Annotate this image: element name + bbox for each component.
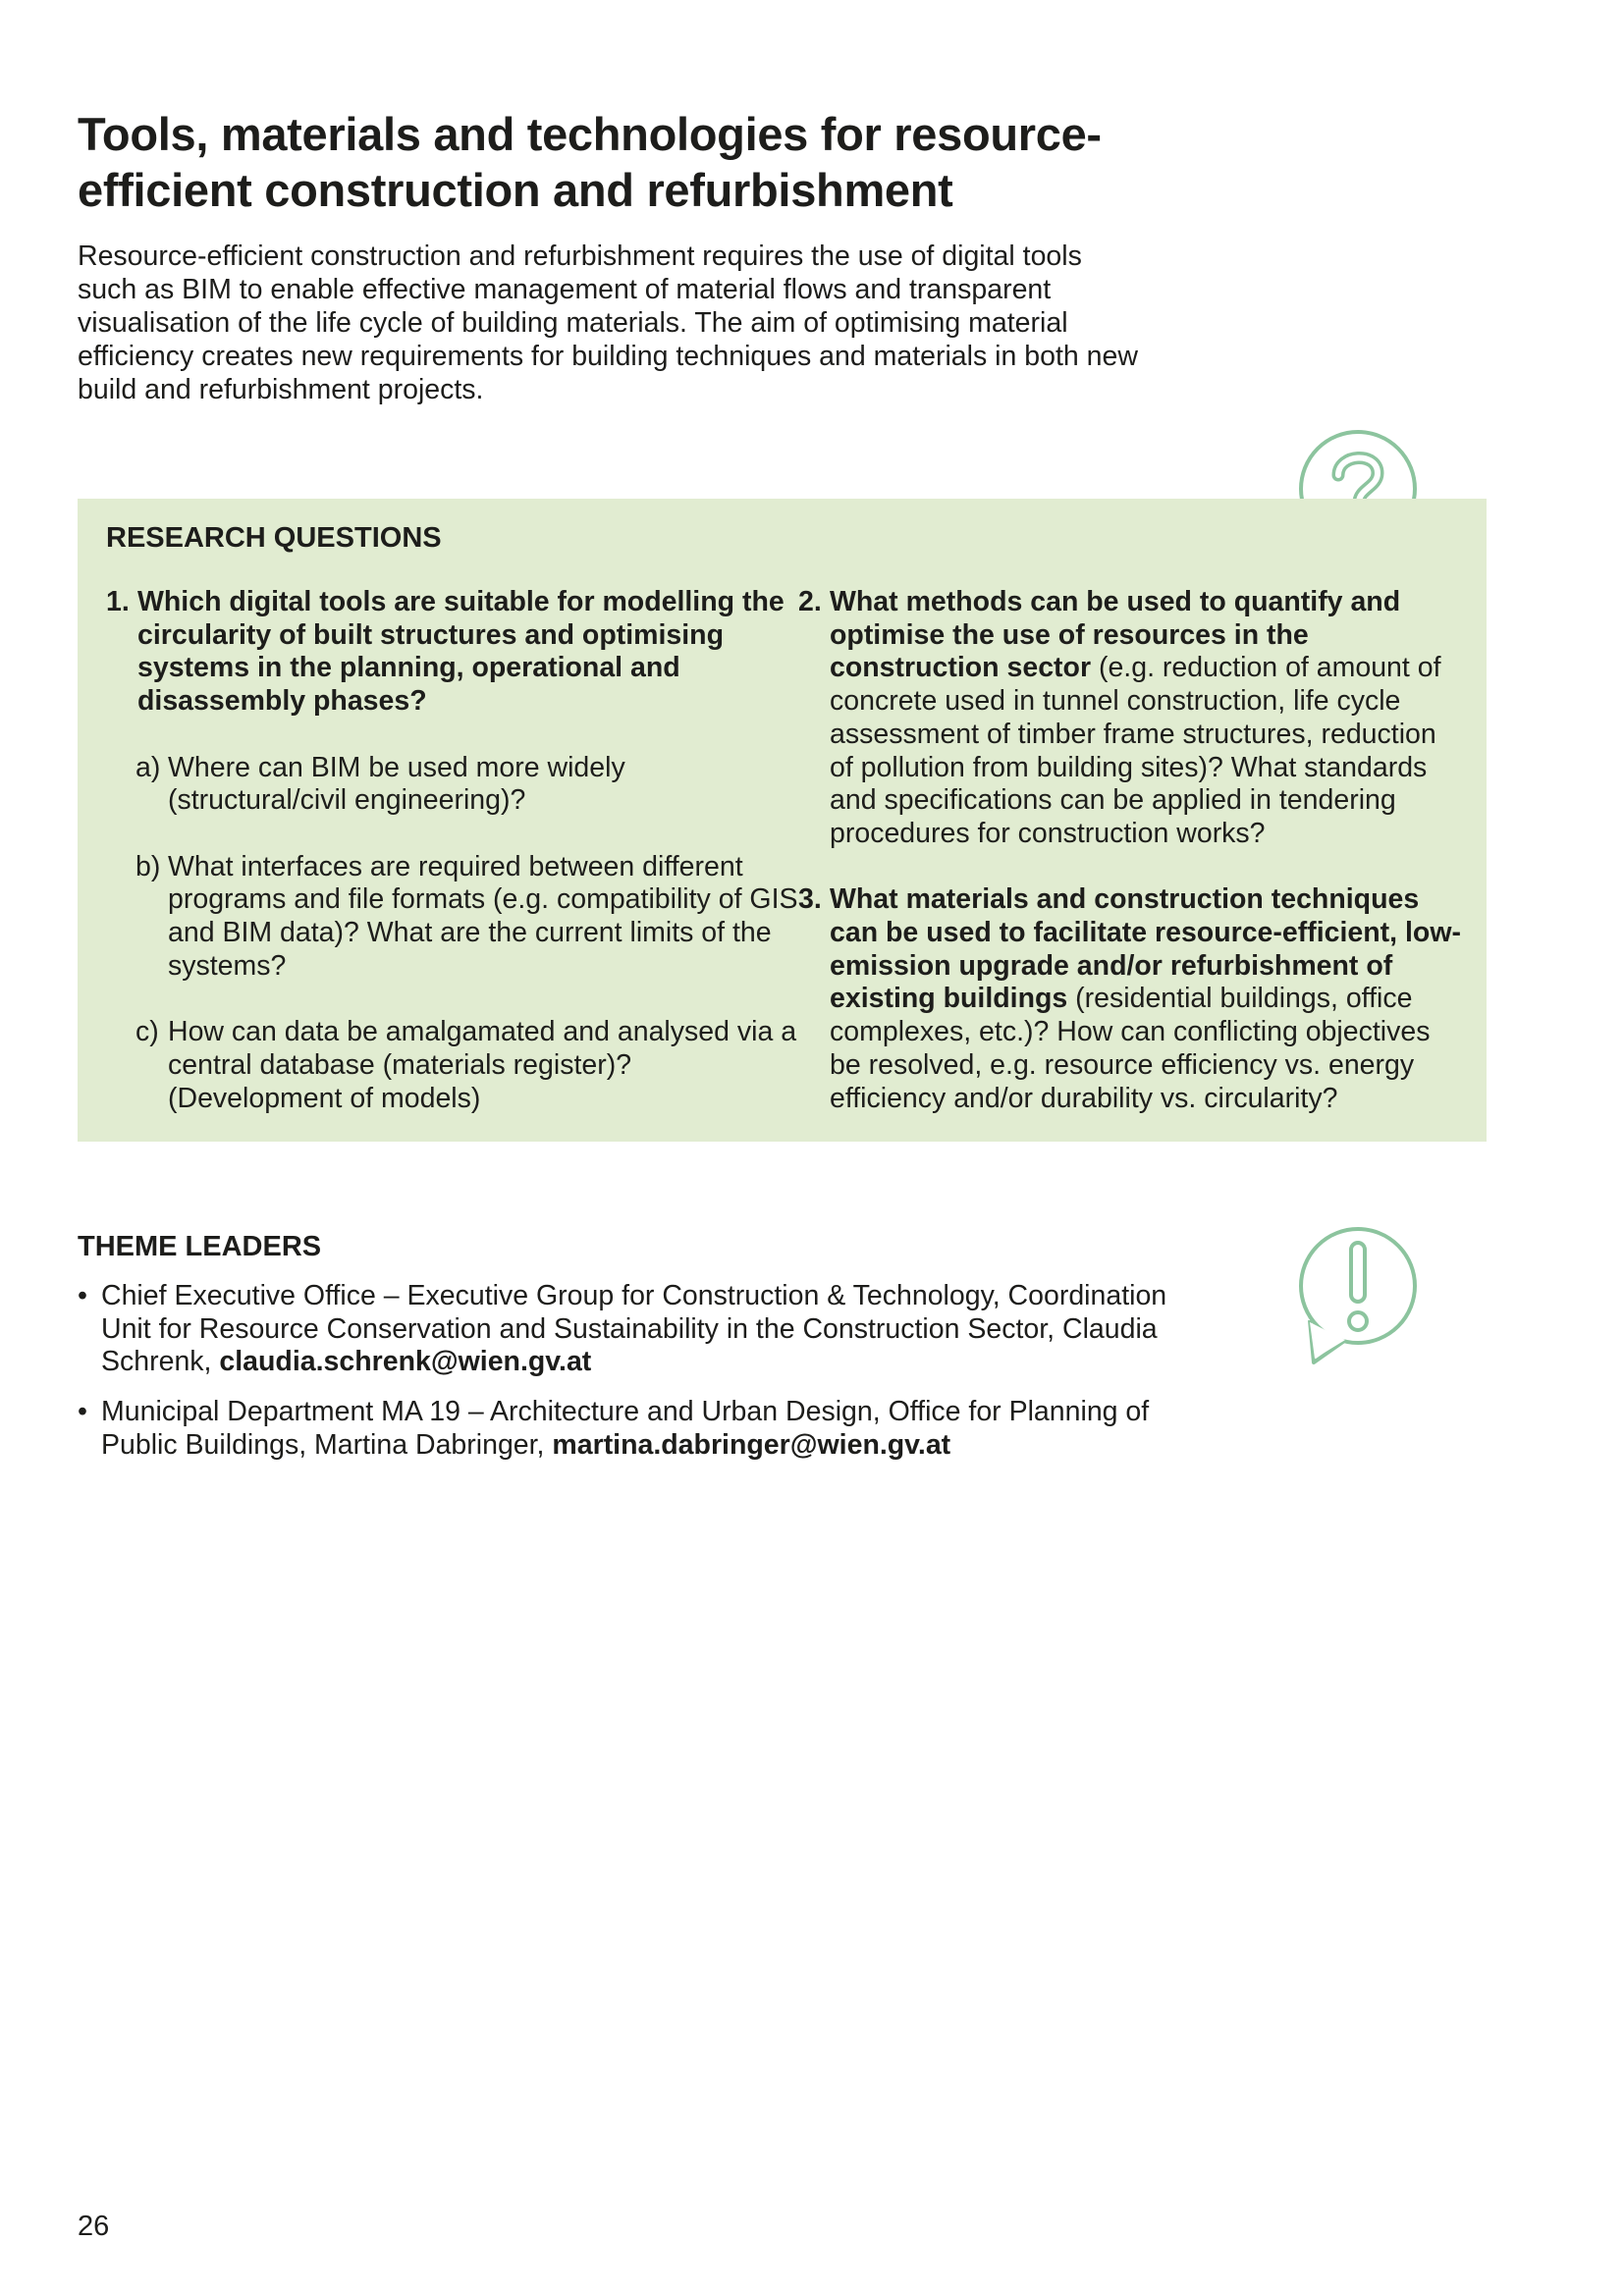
question-2: [798, 586, 1466, 851]
question-1c: [106, 1016, 798, 1115]
question-1-text: Which digital tools are suitable for modelling the circularity of built structures and optimising systems in the planning, operational and disassembly phases?: [137, 586, 785, 718]
page-number: 26: [78, 2211, 110, 2242]
question-2-bold-text: What methods can be used to quantify and optimise the use of resources in the construction sector: [830, 586, 1401, 684]
page-title: Tools, materials and technologies for resource-efficient construction and refurbishment: [78, 108, 1102, 216]
research-questions-box: [78, 499, 1487, 1142]
question-1a-text: Where can BIM be used more widely (structural/civil engineering)?: [168, 751, 625, 817]
question-2-number: 2.: [798, 586, 822, 617]
bullet: •: [78, 1396, 87, 1428]
theme-leader-email-link[interactable]: martina.dabringer@wien.gv.at: [552, 1428, 951, 1461]
question-1: [106, 586, 798, 719]
question-3: [798, 883, 1466, 1115]
question-3-text: (residential buildings, office complexes, etc.)? How can conflicting objectives be resolved, e.g. resource efficiency vs. energy efficiency and/or durability vs. circularity?: [830, 983, 1431, 1114]
bullet: •: [78, 1280, 87, 1311]
theme-leader-item: [78, 1280, 1207, 1379]
theme-leader-text: Chief Executive Office – Executive Group for Construction & Technology, Coordination Unit for Resource Conservation and Sustainability in the Construction Sector, Claudia Schrenk,: [101, 1280, 1167, 1378]
question-1c-text: How can data be amalgamated and analysed via a central database (materials register)? (Development of models): [168, 1016, 797, 1114]
question-3-bold-text: What materials and construction techniques can be used to facilitate resource-efficient, low-emission upgrade and/or refurbishment of existing buildings: [830, 883, 1461, 1015]
research-questions-left-column: [106, 586, 798, 1115]
theme-leaders-list: [78, 1280, 1207, 1479]
theme-leaders-heading: THEME LEADERS: [78, 1231, 322, 1262]
question-1b-text: What interfaces are required between different programs and file formats (e.g. compatibility of GIS and BIM data)? What are the current limits of the systems?: [168, 850, 798, 982]
question-1-number: 1.: [106, 586, 130, 617]
question-2-text: (e.g. reduction of amount of concrete used in tunnel construction, life cycle assessment of timber frame structures, reduction of pollution from building sites)? What standards and specifications can be applied in tendering procedures for construction works?: [830, 652, 1441, 849]
theme-leader-item: [78, 1396, 1207, 1462]
theme-leader-text: Municipal Department MA 19 – Architecture and Urban Design, Office for Planning of Public Buildings, Martina Dabringer,: [101, 1396, 1150, 1461]
intro-paragraph: Resource-efficient construction and refurbishment requires the use of digital tools such as BIM to enable effective management of material flows and transparent visualisation of the life cycle of building materials. The aim of optimising material efficiency creates new requirements for building techniques and materials in both new build and refurbishment projects.: [78, 240, 1138, 405]
research-questions-right-column: [798, 586, 1466, 1115]
question-1b: [106, 851, 798, 984]
exclamation-bubble-icon: [1292, 1227, 1420, 1364]
theme-leader-email-link[interactable]: claudia.schrenk@wien.gv.at: [219, 1346, 592, 1378]
question-1b-letter: b): [135, 850, 161, 882]
question-3-number: 3.: [798, 883, 822, 916]
question-1a: [106, 752, 798, 818]
question-1c-letter: c): [135, 1016, 159, 1048]
question-1a-letter: a): [135, 751, 161, 783]
research-questions-heading: RESEARCH QUESTIONS: [106, 522, 442, 554]
